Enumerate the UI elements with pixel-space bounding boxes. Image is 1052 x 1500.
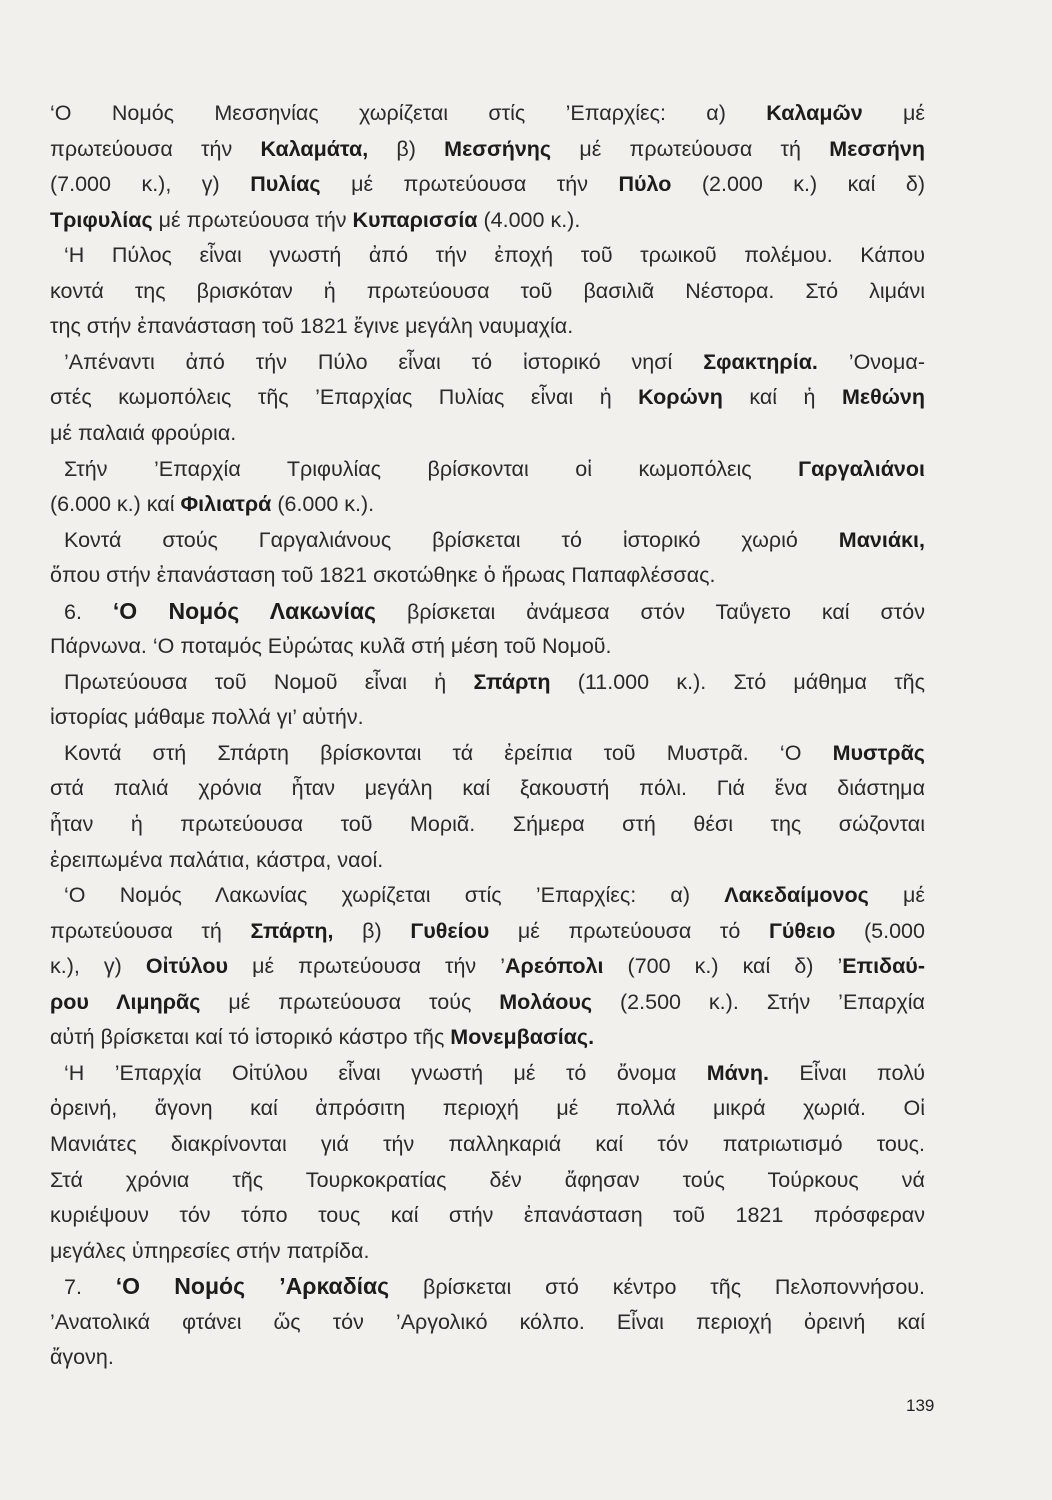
text-segment: (2.500 κ.). Στήν ’Επαρχία [592, 989, 925, 1014]
bold-term: Κυπαρισσία [352, 207, 478, 232]
text-segment: της στήν ἐπανάσταση τοῦ 1821 ἔγινε μεγάλη ναυμαχία. [50, 314, 574, 339]
text-segment: Κοντά στή Σπάρτη βρίσκονται τά ἐρείπια τοῦ Μυστρᾶ. ‘Ο [64, 740, 833, 765]
text-line [64, 1058, 925, 1088]
text-line [50, 560, 925, 590]
text-segment: ἦταν ἡ πρωτεύουσα τοῦ Μοριᾶ. Σήμερα στή θέσι της σώζονται [50, 812, 925, 836]
text-line [50, 169, 925, 199]
text-line [64, 667, 925, 697]
bold-term: Επιδαύ- [842, 954, 925, 979]
text-line [50, 1307, 925, 1337]
text-segment: Πάρνωνα. ‘Ο ποταμός Εὐρώτας κυλᾶ στή μέση τοῦ Νομοῦ. [50, 634, 612, 659]
text-segment: κοντά της βρισκόταν ἡ πρωτεύουσα τοῦ βασιλιᾶ Νέστορα. Στό λιμάνι [50, 278, 925, 303]
text-segment: μέ πρωτεύουσα τό [489, 918, 769, 943]
text-segment: Κοντά στούς Γαργαλιάνους βρίσκεται τό ἱστορικό χωριό [64, 527, 839, 552]
bold-term: Σπάρτη, [250, 918, 334, 943]
bold-term: Λακεδαίμονος [724, 883, 869, 908]
text-line [64, 596, 925, 627]
text-segment: μέ [862, 101, 925, 125]
text-segment: (7.000 κ.), γ) [50, 172, 251, 197]
bold-term: ρου Λιμηρᾶς [50, 989, 201, 1014]
bold-term: Μονεμβασίας. [450, 1025, 595, 1050]
text-line [50, 205, 925, 235]
text-line [50, 418, 925, 448]
bold-term: Γύθειο [769, 918, 836, 943]
bold-term: Μανιάκι, [838, 527, 925, 552]
text-segment: ἐρειπωμένα παλάτια, κάστρα, ναοί. [50, 847, 384, 872]
text-line [64, 240, 925, 270]
bold-term: Πύλο [618, 172, 672, 197]
text-segment: κυριέψουν τόν τόπο τους καί στήν ἐπανάσταση τοῦ 1821 πρόσφεραν [50, 1203, 925, 1228]
text-segment: ’Ανατολικά φτάνει ὥς τόν ’Αργολικό κόλπο. Εἶναι περιοχή ὀρεινή καί [50, 1309, 925, 1334]
text-segment: μέ πρωτεύουσα τήν ’ [228, 954, 505, 979]
text-segment: μέ πρωτεύουσα τήν [152, 207, 353, 232]
text-segment: Στά χρόνια τῆς Τουρκοκρατίας δέν ἄφησαν τούς Τούρκους νά [50, 1167, 925, 1192]
text-line [64, 525, 925, 555]
text-segment: 7. [64, 1275, 116, 1300]
text-segment: κ.), γ) [50, 954, 146, 979]
text-line [50, 276, 925, 306]
bold-term: Γαργαλιάνοι [798, 456, 925, 481]
text-line [64, 1271, 925, 1302]
bold-term: Μυστρᾶς [832, 740, 925, 765]
text-segment: μεγάλες ὑπηρεσίες στήν πατρίδα. [50, 1238, 370, 1263]
bold-term: Σφακτηρία. [703, 349, 818, 374]
text-line [64, 347, 925, 377]
text-segment: ‘Η ’Επαρχία Οἰτύλου εἶναι γνωστή μέ τό ὄνομα [64, 1060, 707, 1085]
text-line [50, 631, 925, 661]
text-line [50, 1022, 925, 1052]
text-segment: ἄγονη. [50, 1345, 114, 1370]
text-segment: (2.000 κ.) καί δ) [671, 172, 925, 197]
text-line [50, 1342, 925, 1372]
text-segment: στά παλιά χρόνια ἦταν μεγάλη καί ξακουστή πόλι. Γιά ἕνα διάστημα [50, 776, 925, 801]
text-segment: πρωτεύουσα τήν [50, 136, 261, 161]
text-segment: Εἶναι πολύ [768, 1060, 925, 1085]
text-line [50, 489, 925, 519]
text-segment: μέ παλαιά φρούρια. [50, 420, 237, 445]
text-segment: Στήν ’Επαρχία Τριφυλίας βρίσκονται οἱ κωμοπόλεις [64, 456, 799, 481]
bold-term: Μάνη. [706, 1060, 769, 1085]
text-line [50, 1129, 925, 1159]
text-line [50, 773, 925, 803]
bold-term: Μεθώνη [842, 385, 925, 410]
text-segment: μέ [868, 883, 925, 908]
bold-term: Πυλίας [250, 172, 321, 197]
text-line [64, 738, 925, 768]
text-segment: μέ πρωτεύουσα τήν [320, 172, 619, 197]
text-line [50, 1165, 925, 1195]
text-line [50, 987, 925, 1017]
text-segment: ἱστορίας μάθαμε πολλά γι’ αὐτήν. [50, 705, 364, 730]
text-segment: καί ἡ [722, 385, 842, 410]
text-segment: ὀρεινή, ἄγονη καί ἀπρόσιτη περιοχή μέ πολλά μικρά χωριά. Οἱ [50, 1096, 925, 1121]
bold-term: Σπάρτη [473, 669, 551, 694]
text-line [50, 809, 925, 839]
text-segment: Μανιάτες διακρίνονται γιά τήν παλληκαριά καί τόν πατριωτισμό τους. [50, 1131, 925, 1156]
text-line [64, 880, 925, 910]
text-segment: (6.000 κ.). [271, 492, 375, 517]
bold-term: Κορώνη [638, 385, 723, 410]
text-line [50, 1200, 925, 1230]
text-segment: ὅπου στήν ἐπανάσταση τοῦ 1821 σκοτώθηκε ὁ ἥρωας Παπαφλέσσας. [50, 563, 716, 588]
text-segment: μέ πρωτεύουσα τή [551, 136, 830, 161]
text-segment: (700 κ.) καί δ) ’ [603, 954, 843, 979]
text-segment: βρίσκεται στό κέντρο τῆς Πελοποννήσου. [389, 1275, 926, 1300]
text-segment: ‘Ο Νομός Λακωνίας χωρίζεται στίς ’Επαρχίες: α) [64, 883, 725, 908]
text-segment: (5.000 [835, 918, 925, 943]
text-line [50, 382, 925, 412]
text-segment: ‘Ο Νομός Μεσσηνίας χωρίζεται στίς ’Επαρχίες: α) [50, 101, 767, 125]
text-line [50, 98, 925, 128]
bold-term: Μεσσήνη [829, 136, 925, 161]
text-line [50, 134, 925, 164]
text-segment: (11.000 κ.). Στό μάθημα τῆς [550, 669, 926, 694]
text-line [50, 951, 925, 981]
text-segment: αὐτή βρίσκεται καί τό ἱστορικό κάστρο τῆς [50, 1025, 451, 1050]
text-line [50, 916, 925, 946]
text-segment: ‘Η Πύλος εἶναι γνωστή ἀπό τήν ἐποχή τοῦ τρωικοῦ πολέμου. Κάπου [64, 243, 925, 268]
bold-term: Μεσσήνης [444, 136, 552, 161]
text-segment: στές κωμοπόλεις τῆς ’Επαρχίας Πυλίας εἶναι ἡ [50, 385, 639, 410]
text-line [50, 311, 925, 341]
bold-term: Αρεόπολι [505, 954, 604, 979]
text-line [50, 702, 925, 732]
text-segment: β) [333, 918, 411, 943]
bold-term: Τριφυλίας [50, 207, 153, 232]
text-line [50, 845, 925, 875]
text-segment: βρίσκεται ἀνάμεσα στόν Ταΰγετο καί στόν [376, 599, 925, 624]
text-segment: Πρωτεύουσα τοῦ Νομοῦ εἶναι ἡ [64, 669, 474, 694]
text-segment: (4.000 κ.). [477, 207, 581, 232]
text-segment: β) [368, 136, 445, 161]
bold-term: Φιλιατρά [180, 492, 272, 517]
text-segment: ’Ονομα- [817, 349, 925, 374]
bold-term: ‘Ο Νομός Λακωνίας [112, 597, 377, 624]
bold-term: Οἰτύλου [145, 954, 229, 979]
bold-term: Μολάους [499, 989, 593, 1014]
bold-term: Καλαμάτα, [260, 136, 369, 161]
text-segment: (6.000 κ.) καί [50, 492, 181, 517]
text-line [64, 454, 925, 484]
text-segment: πρωτεύουσα τή [50, 918, 251, 943]
bold-term: ‘Ο Νομός ’Αρκαδίας [115, 1273, 390, 1300]
page-number: 139 [906, 1396, 935, 1415]
text-segment: 6. [64, 599, 113, 624]
bold-term: Καλαμῶν [766, 101, 863, 125]
bold-term: Γυθείου [410, 918, 490, 943]
text-segment: ’Απέναντι ἀπό τήν Πύλο εἶναι τό ἱστορικό νησί [64, 349, 704, 374]
text-line [50, 1236, 925, 1266]
text-line [50, 1093, 925, 1123]
text-segment: μέ πρωτεύουσα τούς [200, 989, 500, 1014]
